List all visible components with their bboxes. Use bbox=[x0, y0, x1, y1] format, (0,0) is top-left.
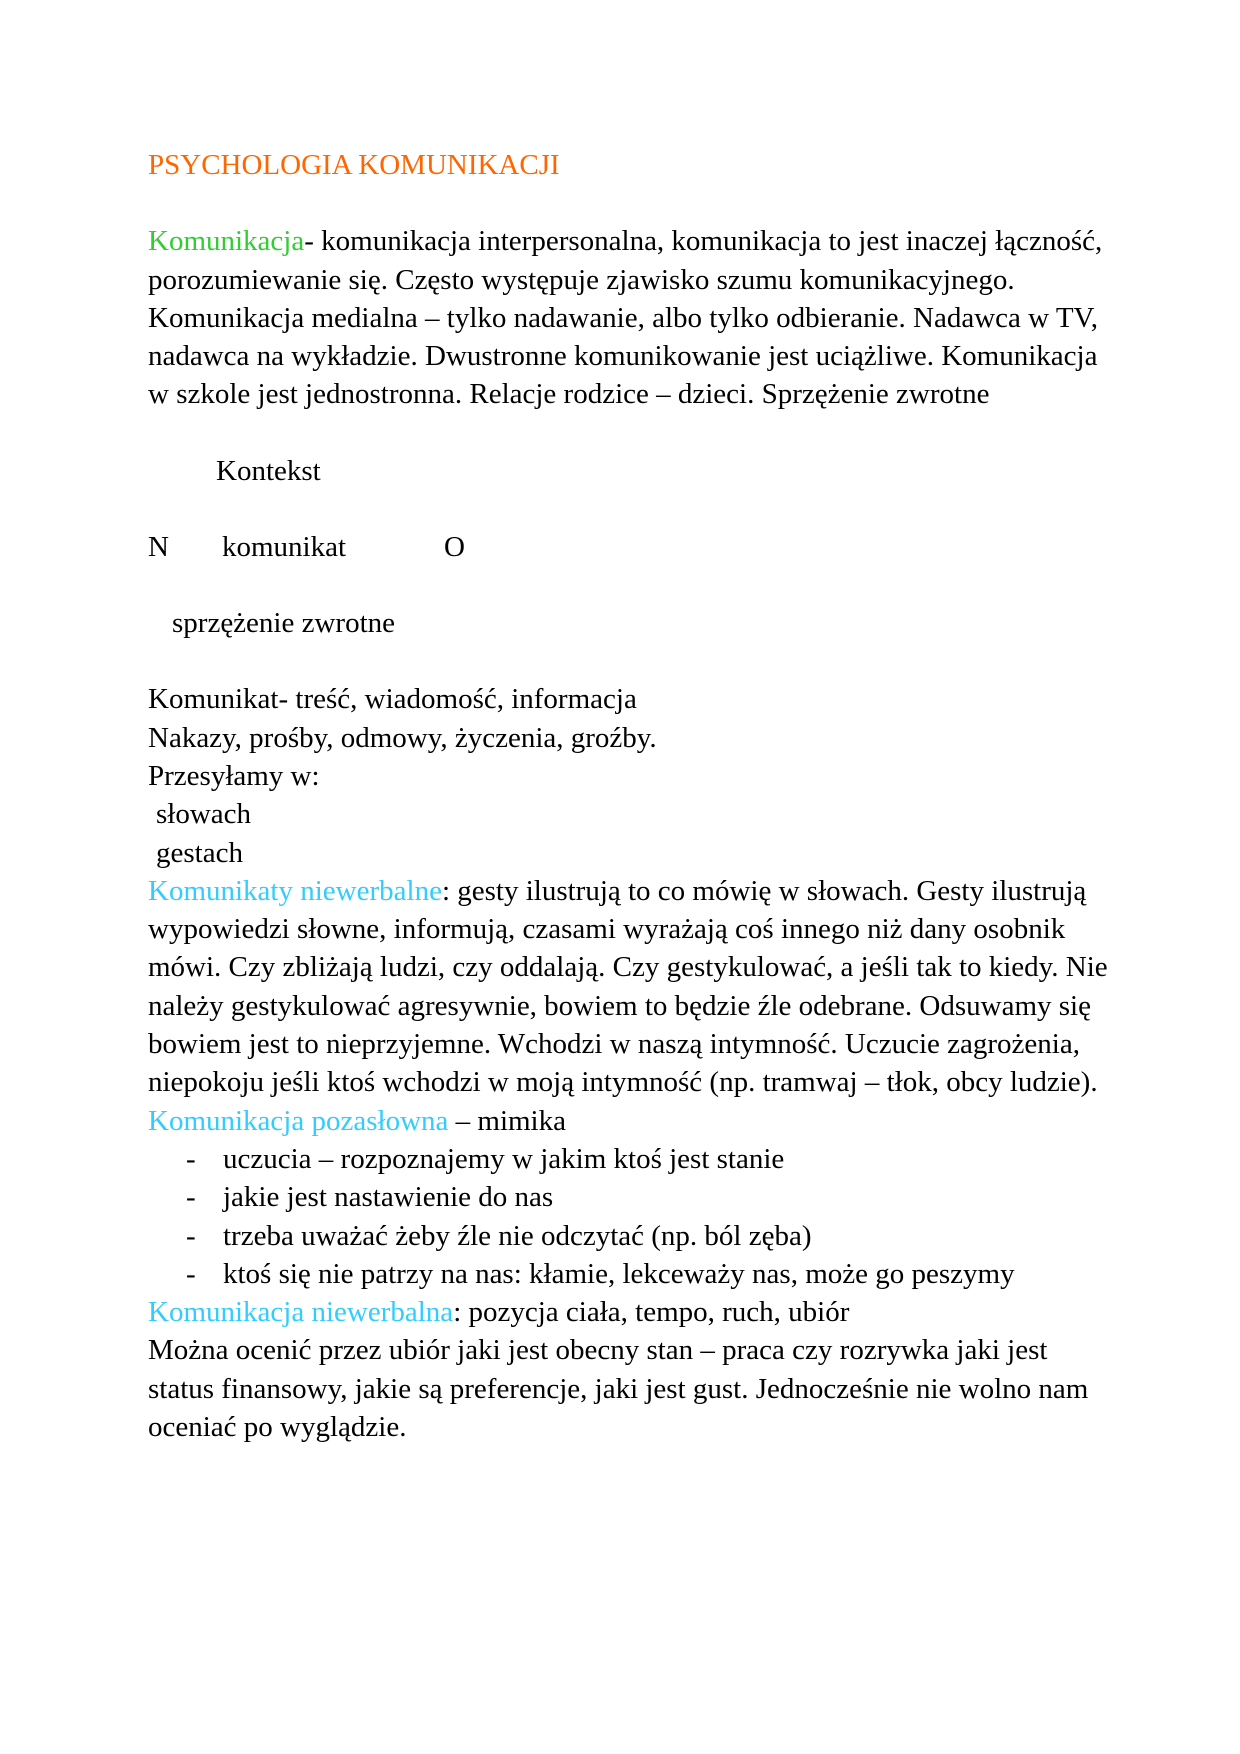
niewerbalna-text: : pozycja ciała, tempo, ruch, ubiór bbox=[453, 1296, 850, 1329]
komunikat-item-words: słowach bbox=[156, 798, 252, 831]
list-item-text: trzeba uważać żeby źle nie odczytać (np. ból zęba) bbox=[223, 1219, 812, 1252]
list-item-text: jakie jest nastawienie do nas bbox=[223, 1181, 554, 1214]
komunikat-line3: Przesyłamy w: bbox=[148, 759, 320, 792]
diagram-row bbox=[148, 528, 1108, 566]
diagram-feedback: sprzężenie zwrotne bbox=[172, 607, 396, 640]
list-item bbox=[148, 1140, 1108, 1178]
dash-marker: - bbox=[186, 1142, 196, 1175]
list-item-text: ktoś się nie patrzy na nas: kłamie, lekceważy nas, może go peszymy bbox=[223, 1257, 1015, 1290]
document-page bbox=[148, 146, 1108, 1446]
diagram-sender: N bbox=[148, 531, 169, 564]
term-komunikacja: Komunikacja bbox=[148, 225, 305, 258]
dash-marker: - bbox=[186, 1219, 196, 1252]
intro-paragraph bbox=[148, 222, 1108, 413]
document-title: PSYCHOLOGIA KOMUNIKACJI bbox=[148, 149, 560, 181]
term-komunikacja-pozaslowna: Komunikacja pozasłowna bbox=[148, 1104, 449, 1137]
niewerbalna-heading bbox=[148, 1293, 1108, 1331]
dash-marker: - bbox=[186, 1257, 196, 1290]
dash-marker: - bbox=[186, 1181, 196, 1214]
list-item bbox=[148, 1255, 1108, 1293]
diagram-context: Kontekst bbox=[216, 454, 321, 487]
niewerbalne-text: : gesty ilustrują to co mówię w słowach. Gesty ilustrują wypowiedzi słowne, informują, czasami wyrażają coś innego niż dany osobnik mówi. Czy zbliżają ludzi, czy oddalają. Czy gestykulować, a jeśli tak to kiedy. Nie należy gestykulować agresywnie, bowiem to będzie źle odebrane. Odsuwamy się bowiem jest to nieprzyjemne. Wchodzi w naszą intymność. Uczucie zagrożenia, niepokoju jeśli ktoś wchodzi w moją intymność (np. tramwaj – tłok, obcy ludzie). bbox=[148, 874, 1108, 1099]
list-item bbox=[148, 1178, 1108, 1216]
pozaslowna-list bbox=[148, 1140, 1108, 1293]
komunikat-item-gestures: gestach bbox=[156, 836, 243, 869]
diagram-receiver: O bbox=[444, 531, 465, 564]
term-komunikaty-niewerbalne: Komunikaty niewerbalne bbox=[148, 874, 442, 907]
komunikat-line1: Komunikat- treść, wiadomość, informacja bbox=[148, 683, 637, 716]
pozaslowna-text: – mimika bbox=[448, 1104, 566, 1137]
niewerbalne-paragraph bbox=[148, 872, 1108, 1102]
intro-text: - komunikacja interpersonalna, komunikacja to jest inaczej łączność, porozumiewanie się. Często występuje zjawisko szumu komunikacyjnego. Komunikacja medialna – tylko nadawanie, albo tylko odbieranie. Nadawca w TV, nadawca na wykładzie. Dwustronne komunikowanie jest uciążliwe. Komunikacja w szkole jest jednostronna. Relacje rodzice – dzieci. Sprzężenie zwrotne bbox=[148, 225, 1103, 411]
term-komunikacja-niewerbalna: Komunikacja niewerbalna bbox=[148, 1296, 454, 1329]
pozaslowna-heading bbox=[148, 1102, 1108, 1140]
list-item-text: uczucia – rozpoznajemy w jakim ktoś jest stanie bbox=[223, 1142, 785, 1175]
niewerbalna-paragraph: Można ocenić przez ubiór jaki jest obecny stan – praca czy rozrywka jaki jest status finansowy, jakie są preferencje, jaki jest gust. Jednocześnie nie wolno nam oceniać po wyglądzie. bbox=[148, 1334, 1089, 1444]
diagram-message: komunikat bbox=[222, 531, 347, 564]
komunikat-line2: Nakazy, prośby, odmowy, życzenia, groźby. bbox=[148, 721, 657, 754]
list-item bbox=[148, 1217, 1108, 1255]
